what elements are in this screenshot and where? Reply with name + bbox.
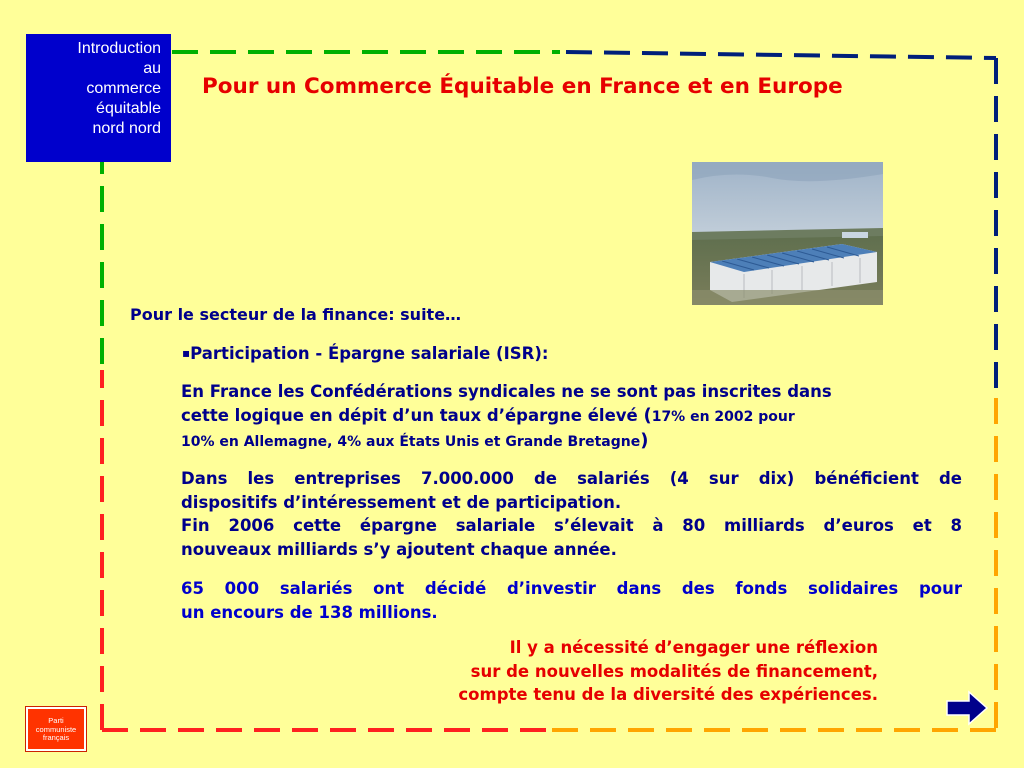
section-label-line: nord nord bbox=[92, 120, 161, 137]
section-label-line: au bbox=[143, 60, 161, 77]
paragraph-employee-savings bbox=[181, 467, 962, 561]
bullet-marker-icon: ▪ bbox=[182, 346, 191, 360]
conclusion bbox=[300, 636, 878, 707]
section-label-line: commerce bbox=[86, 80, 161, 97]
paragraph-solidarity-funds bbox=[181, 577, 962, 624]
logo-line: français bbox=[42, 733, 70, 742]
hangar-photo bbox=[692, 162, 883, 305]
paragraph-confederations bbox=[181, 380, 962, 455]
section-heading: Pour le secteur de la finance: suite… bbox=[130, 305, 462, 324]
paragraph-line: dispositifs d’intéressement et de participation. bbox=[181, 492, 622, 512]
paragraph-line: un encours de 138 millions. bbox=[181, 602, 438, 622]
bullet-heading-text: Participation - Épargne salariale (ISR): bbox=[190, 344, 549, 363]
paragraph-line: Fin 2006 cette épargne salariale s’élevait à 80 milliards d’euros et 8 bbox=[181, 516, 962, 535]
paragraph-line: Dans les entreprises 7.000.000 de salariés (4 sur dix) bénéficient de bbox=[181, 469, 962, 488]
paragraph-line: cette logique en dépit d’un taux d’épargne élevé bbox=[181, 405, 644, 425]
conclusion-line: compte tenu de la diversité des expériences. bbox=[458, 685, 878, 704]
paragraph-line: En France les Confédérations syndicales ne se sont pas inscrites dans bbox=[181, 382, 832, 401]
logo-line: communiste bbox=[35, 724, 77, 734]
paren-open: ( bbox=[643, 404, 652, 426]
paren-close: ) bbox=[640, 430, 649, 451]
paragraph-line: 65 000 salariés ont décidé d’investir dans des fonds solidaires pour bbox=[181, 579, 962, 598]
section-label-line: équitable bbox=[96, 100, 161, 117]
section-label-box bbox=[26, 34, 171, 162]
slide-title: Pour un Commerce Équitable en France et en Europe bbox=[202, 74, 843, 99]
logo-line: Parti bbox=[48, 716, 64, 725]
conclusion-line: Il y a nécessité d’engager une réflexion bbox=[509, 638, 878, 657]
right-arrow-icon[interactable] bbox=[945, 690, 989, 726]
savings-rate-detail: 10% en Allemagne, 4% aux États Unis et Grande Bretagne bbox=[181, 434, 641, 450]
savings-rate-detail: 17% en 2002 pour bbox=[651, 408, 795, 425]
paragraph-line: nouveaux milliards s’y ajoutent chaque année. bbox=[181, 539, 617, 559]
conclusion-line: sur de nouvelles modalités de financement, bbox=[470, 661, 878, 681]
pcf-logo bbox=[26, 707, 86, 751]
section-label-line: Introduction bbox=[77, 40, 161, 57]
bullet-heading bbox=[182, 344, 548, 363]
